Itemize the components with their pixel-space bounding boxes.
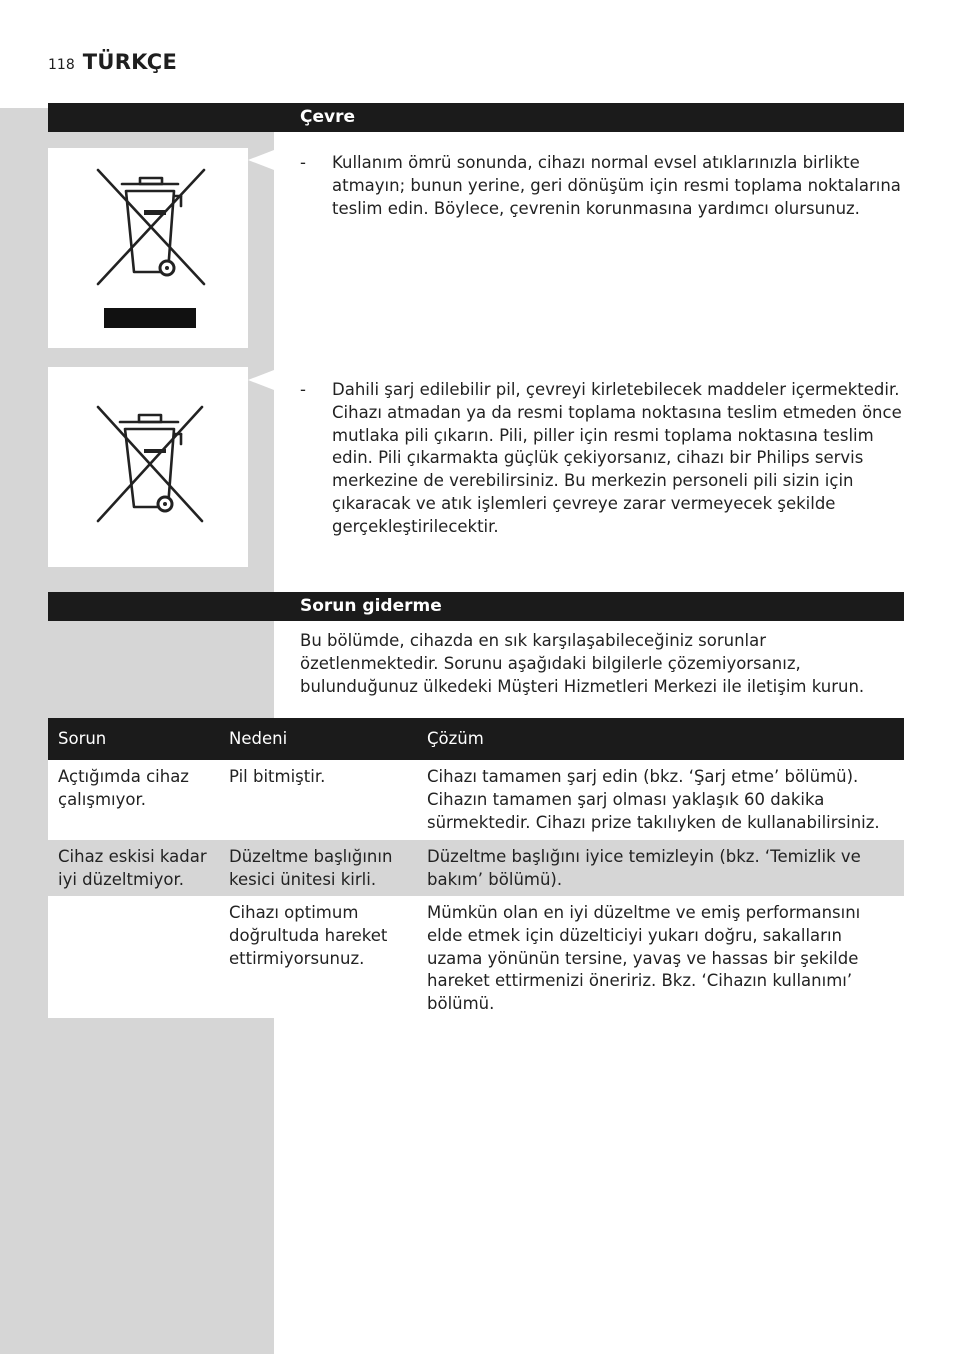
table-header-row [48, 718, 904, 760]
pointer-arrow-2 [248, 370, 274, 394]
cause-cell: Pil bitmiştir. [219, 760, 417, 840]
environment-item-1 [300, 152, 905, 220]
solution-cell: Düzeltme başlığını iyice temizleyin (bkz. ‘Temizlik ve bakım’ bölümü). [417, 840, 904, 896]
problem-cell: Cihaz eskisi kadar iyi düzeltmiyor. [48, 840, 219, 896]
environment-item-text: Dahili şarj edilebilir pil, çevreyi kirletebilecek maddeler içermektedir. Cihazı atmadan ya da resmi toplama noktasına teslim etmeden önce mutlaka pili çıkarın. Pili, piller için resmi toplama noktasına teslim edin. Pili çıkarmakta güçlük çekiyorsanız, cihazı bir Philips servis merkezine de verebilirsiniz. Bu merkezin personeli pili sizin için çıkaracak ve atık işlemleri çevreye zarar vermeyecek şekilde gerçekleştirilecektir. [332, 380, 902, 536]
bin-label-mark [144, 449, 166, 453]
bin-label-mark [144, 210, 166, 215]
section-header-troubleshooting [48, 592, 904, 621]
column-header-problem: Sorun [48, 718, 219, 760]
environment-item-text: Kullanım ömrü sonunda, cihazı normal evsel atıklarınızla birlikte atmayın; bunun yerine, geri dönüşüm için resmi toplama noktalarına teslim edin. Böylece, çevrenin korunmasına yardımcı olursunuz. [332, 153, 901, 218]
table-row [48, 840, 904, 896]
bullet-dash: - [300, 380, 306, 399]
black-bar-marking [104, 308, 196, 328]
page-language-title: TÜRKÇE [82, 50, 178, 74]
bullet-dash: - [300, 153, 306, 172]
weee-bin-illustration [48, 148, 248, 348]
section-header-environment [48, 103, 904, 132]
section-title: Sorun giderme [300, 596, 442, 616]
table-row [48, 760, 904, 840]
cause-cell: Cihazı optimum doğrultuda hareket ettirmiyorsunuz. [219, 896, 417, 1018]
problem-cell: Açtığımda cihaz çalışmıyor. [48, 760, 219, 840]
solution-cell: Mümkün olan en iyi düzeltme ve emiş performansını elde etmek için düzelticiyi yukarı doğru, sakalların uzama yönünün tersine, yavaş ve hassas bir şekilde hareket ettirmenizi öneririz. Bkz. ‘Cihazın kullanımı’ bölümü. [417, 896, 904, 1018]
column-header-solution: Çözüm [417, 718, 904, 760]
crossed-out-battery-bin-icon [48, 367, 248, 567]
page-number: 118 [48, 57, 75, 73]
cause-cell: Düzeltme başlığının kesici ünitesi kirli. [219, 840, 417, 896]
troubleshooting-table [48, 718, 904, 1018]
table-row [48, 896, 904, 1018]
pointer-arrow-1 [248, 150, 274, 174]
battery-bin-illustration [48, 367, 248, 567]
problem-cell [48, 896, 219, 1018]
solution-cell: Cihazı tamamen şarj edin (bkz. ‘Şarj etme’ bölümü). Cihazın tamamen şarj olması yaklaşık 60 dakika sürmektedir. Cihazı prize takılıyken de kullanabilirsiniz. [417, 760, 904, 840]
environment-item-2 [300, 379, 905, 539]
crossed-out-wheelie-bin-icon [48, 148, 248, 348]
troubleshooting-intro: Bu bölümde, cihazda en sık karşılaşabileceğiniz sorunlar özetlenmektedir. Sorunu aşağıdaki bilgilerle çözemiyorsanız, bulunduğunuz ülkedeki Müşteri Hizmetleri Merkezi ile iletişim kurun. [300, 631, 865, 696]
page-header [48, 50, 177, 74]
section-title: Çevre [300, 107, 356, 127]
column-header-cause: Nedeni [219, 718, 417, 760]
